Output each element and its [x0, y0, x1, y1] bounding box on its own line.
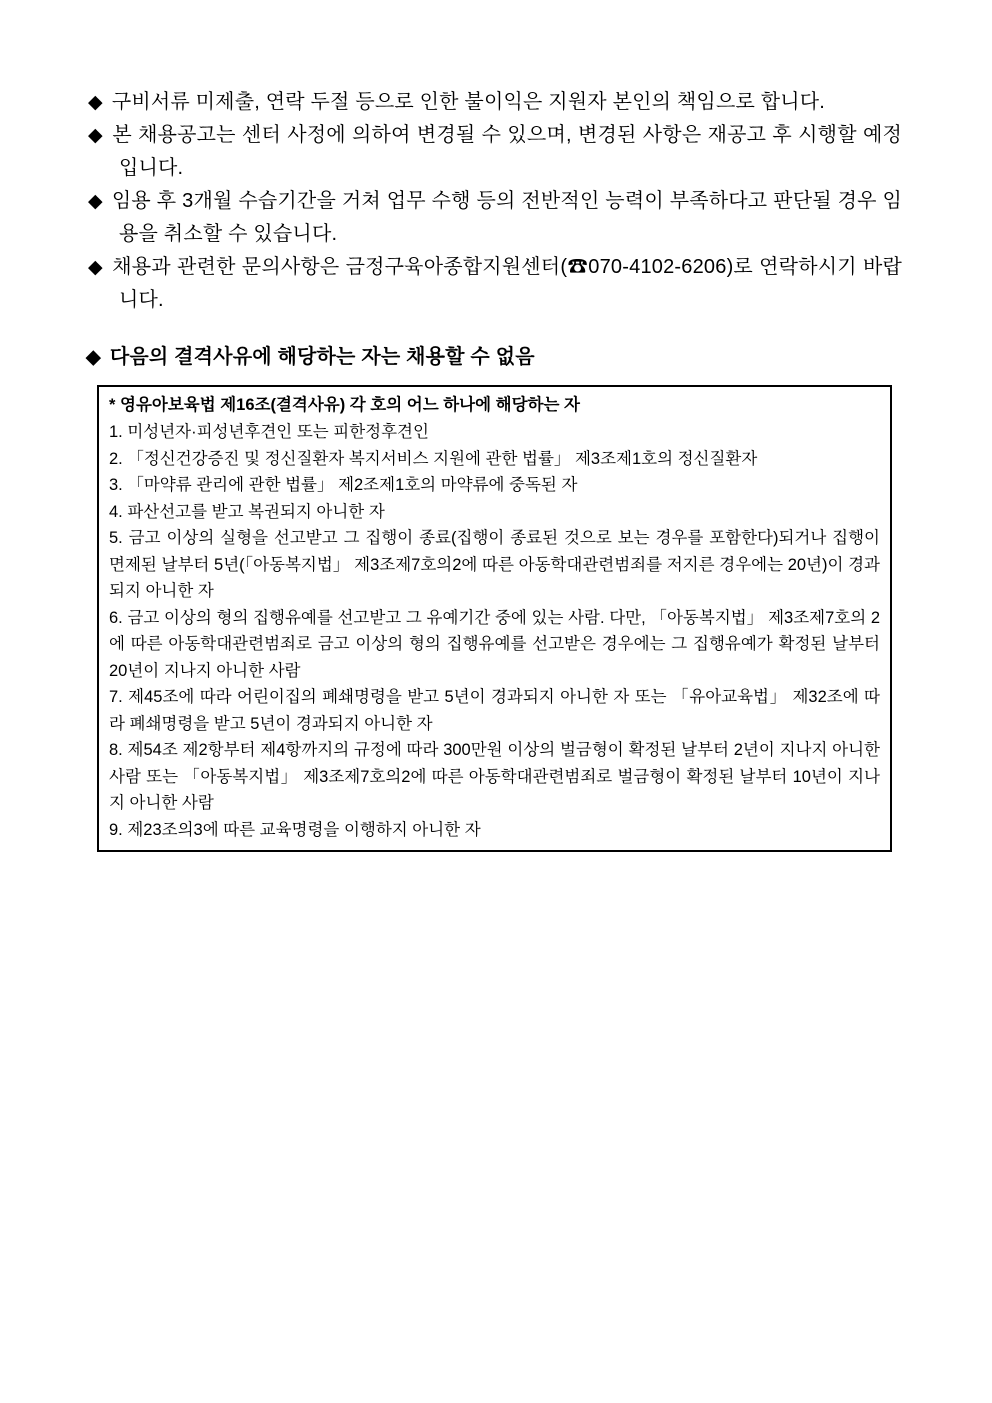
notice-text: 채용과 관련한 문의사항은 금정구육아종합지원센터(☎070-4102-6206)로 연락하시기 바랍니다.: [112, 256, 903, 311]
disqualification-box: [97, 385, 892, 852]
disqualification-box-header: * 영유아보육법 제16조(결격사유) 각 호의 어느 하나에 해당하는 자: [109, 396, 580, 414]
notice-bullet: [88, 185, 902, 251]
diamond-bullet-icon: ◆: [88, 125, 104, 146]
disqualification-item: 8. 제54조 제2항부터 제4항까지의 규정에 따라 300만원 이상의 벌금형이 확정된 날부터 2년이 지나지 아니한 사람 또는 「아동복지법」 제3조제7호의2에 따른 아동학대관련범죄로 벌금형이 확정된 날부터 10년이 지나 지 아니한 사람: [109, 741, 880, 812]
notice-list: [88, 86, 902, 317]
disqualification-item: 6. 금고 이상의 형의 집행유예를 선고받고 그 유예기간 중에 있는 사람. 다만, 「아동복지법」 제3조제7호의 2에 따른 아동학대관련범죄로 금고 이상의 형의 집행유예를 선고받은 경우에는 그 집행유예가 확정된 날부터 20년이 지나지 아니한 사람: [109, 608, 880, 680]
disqualification-heading-text: 다음의 결격사유에 해당하는 자는 채용할 수 없음: [109, 346, 535, 368]
disqualification-item: 3. 「마약류 관리에 관한 법률」 제2조제1호의 마약류에 중독된 자: [109, 476, 578, 494]
notice-text: 본 채용공고는 센터 사정에 의하여 변경될 수 있으며, 변경된 사항은 재공고 후 시행할 예정입니다.: [112, 124, 903, 179]
diamond-bullet-icon: ◆: [88, 92, 103, 113]
disqualification-item: 2. 「정신건강증진 및 정신질환자 복지서비스 지원에 관한 법률」 제3조제1호의 정신질환자: [109, 449, 758, 468]
disqualification-item: 7. 제45조에 따라 어린이집의 폐쇄명령을 받고 5년이 경과되지 아니한 자 또는 「유아교육법」 제32조에 따라 폐쇄명령을 받고 5년이 경과되지 아니한 자: [109, 688, 880, 733]
disqualification-heading: [86, 342, 931, 373]
disqualification-item: 5. 금고 이상의 실형을 선고받고 그 집행이 종료(집행이 종료된 것으로 보는 경우를 포함한다)되거나 집행이 면제된 날부터 5년(「아동복지법」 제3조제7호의2에 따른 아동학대관련범죄를 저지른 경우에는 20년)이 경과되지 아니한 자: [109, 529, 880, 600]
diamond-bullet-icon: ◆: [88, 191, 103, 212]
disqualification-item: 9. 제23조의3에 따른 교육명령을 이행하지 아니한 자: [109, 820, 481, 839]
notice-text: 임용 후 3개월 수습기간을 거쳐 업무 수행 등의 전반적인 능력이 부족하다고 판단될 경우 임용을 취소할 수 있습니다.: [111, 190, 902, 245]
notice-bullet: [88, 251, 902, 317]
notice-bullet: [88, 86, 902, 119]
disqualification-item: 4. 파산선고를 받고 복권되지 아니한 자: [109, 502, 385, 521]
diamond-bullet-icon: ◆: [86, 347, 101, 368]
notice-text: 구비서류 미제출, 연락 두절 등으로 인한 불이익은 지원자 본인의 책임으로 합니다.: [111, 91, 826, 113]
diamond-bullet-icon: ◆: [88, 257, 104, 278]
notice-bullet: [88, 119, 902, 185]
disqualification-item: 1. 미성년자·피성년후견인 또는 피한정후견인: [109, 423, 429, 441]
